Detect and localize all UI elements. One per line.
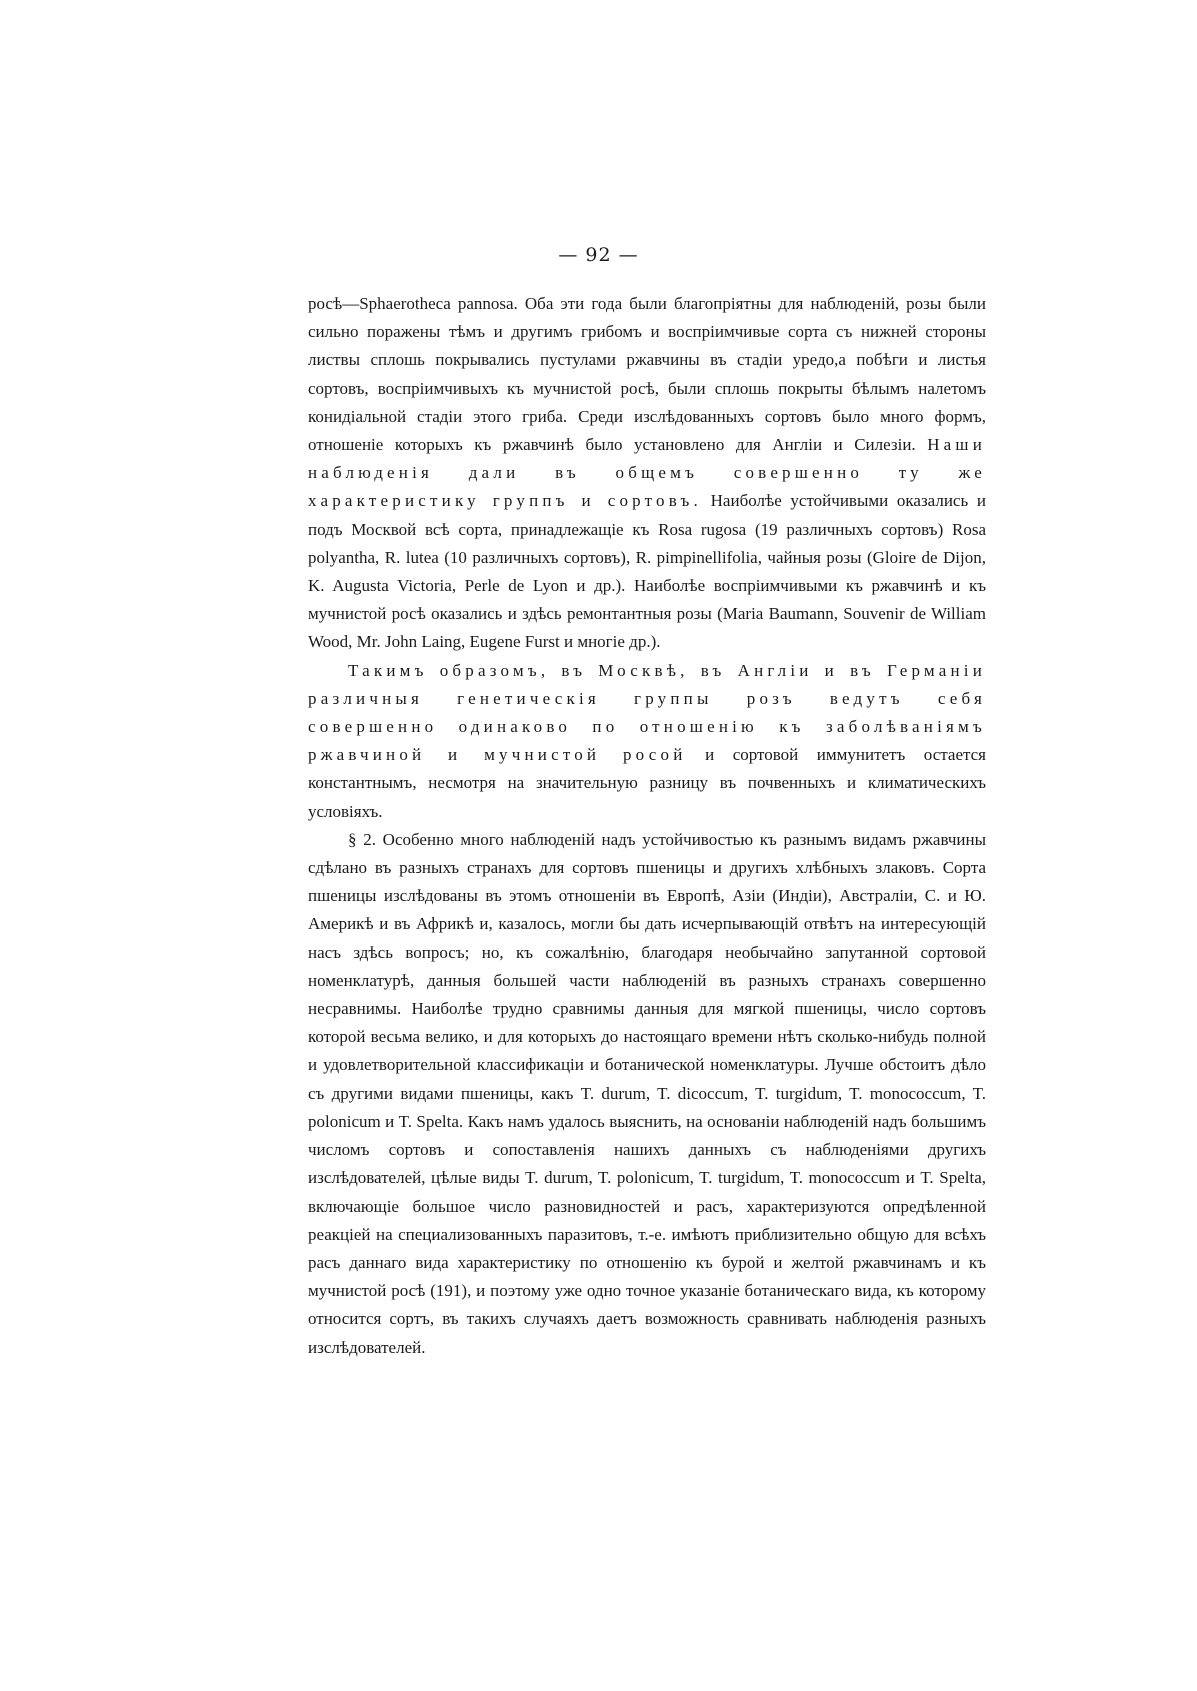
text-segment-spaced: Наши наблюденія дали въ общемъ совершенно ту же характеристику группъ и сортовъ. bbox=[308, 435, 986, 511]
page-number: — 92 — bbox=[558, 244, 639, 266]
text-segment: росѣ—Sphaerotheca pannosa. Оба эти года были благопріятны для наблюденій, розы были сильно поражены тѣмъ и другимъ грибомъ и воспріимчивые сорта съ нижней стороны листвы сплошь покрывались пустулами ржавчины въ стадіи уредо,а побѣги и листья сортовъ, воспріимчивыхъ къ мучнистой росѣ, были сплошь покрыты бѣлымъ налетомъ конидіальной стадіи этого гриба. Среди изслѣдованныхъ сортовъ было много формъ, отношеніе которыхъ къ ржавчинѣ было установлено для Англіи и Силезіи. bbox=[308, 294, 986, 455]
text-segment: и сортовой иммунитетъ остается константнымъ, несмотря на значительную разницу въ почвенныхъ и климатическихъ условіяхъ. bbox=[308, 745, 986, 821]
body-text bbox=[308, 290, 986, 1362]
paragraph-conclusion bbox=[308, 657, 986, 826]
text-segment: Наиболѣе устойчивыми оказались и подъ Москвой всѣ сорта, принадлежащіе къ Rosa rugosa (19 различныхъ сортовъ) Rosa polyantha, R. lutea (10 различныхъ сортовъ), R. pimpinellifolia, чайныя розы (Gloire de Dijon, K. Augusta Victoria, Perle de Lyon и др.). Наиболѣе воспріимчивыми къ ржавчинѣ и къ мучнистой росѣ оказались и здѣсь ремонтантныя розы (Maria Baumann, Souvenir de William Wood, Mr. John Laing, Eugene Furst и многіе др.). bbox=[308, 491, 987, 652]
text-segment: § 2. Особенно много наблюденій надъ устойчивостью къ разнымъ видамъ ржавчины сдѣлано въ разныхъ странахъ для сортовъ пшеницы и другихъ хлѣбныхъ злаковъ. Сорта пшеницы изслѣдованы въ этомъ отношеніи въ Европѣ, Азіи (Индіи), Австраліи, С. и Ю. Америкѣ и въ Африкѣ и, казалось, могли бы дать исчерпывающій отвѣтъ на интересующій насъ здѣсь вопросъ; но, къ сожалѣнію, благодаря необычайно запутанной сортовой номенклатурѣ, данныя большей части наблюденій въ разныхъ странахъ совершенно несравнимы. Наиболѣе трудно сравнимы данныя для мягкой пшеницы, число сортовъ которой весьма велико, и для которыхъ до настоящаго времени нѣтъ сколько-нибудь полной и удовлетворительной классификаціи и ботанической номенклатуры. Лучше обстоитъ дѣло съ другими видами пшеницы, какъ T. durum, T. dicoccum, T. turgidum, T. monococcum, T. polonicum и T. Spelta. Какъ намъ удалось выяснить, на основаніи наблюденій надъ большимъ числомъ сортовъ и сопоставленія нашихъ данныхъ съ наблюденіями другихъ изслѣдователей, цѣлые виды T. durum, T. polonicum, T. turgidum, T. monococcum и T. Spelta, включающіе большое число разновидностей и расъ, характеризуются опредѣленной реакціей на специализованныхъ паразитовъ, т.-е. имѣютъ приблизительно общую для всѣхъ расъ даннаго вида характеристику по отношенію къ бурой и желтой ржавчинамъ и къ мучнистой росѣ (191), и поэтому уже одно точное указаніе ботаническаго вида, къ которому относится сортъ, въ такихъ случаяхъ даетъ возможность сравнивать наблюденія разныхъ изслѣдователей. bbox=[308, 829, 986, 1357]
paragraph-roses-observations bbox=[308, 290, 986, 657]
paragraph-section-2-wheat bbox=[308, 826, 986, 1362]
text-segment-spaced: Такимъ образомъ, въ Москвѣ, въ Англіи и въ Германіи различныя генетическія группы розъ ведутъ себя совершенно одинаково по отношенію къ заболѣваніямъ ржавчиной и мучнистой росой bbox=[308, 660, 986, 765]
